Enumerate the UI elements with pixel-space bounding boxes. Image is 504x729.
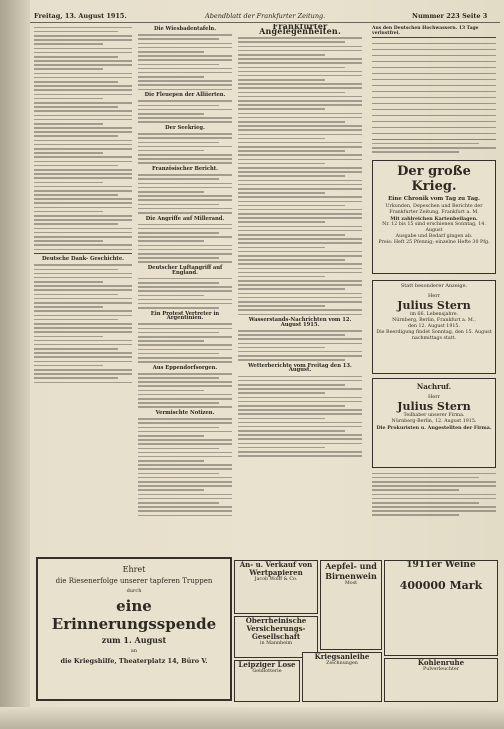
ad-lottery-sub: Geldlotterie <box>252 669 282 674</box>
ad-cider <box>320 560 382 650</box>
ad-war-loan-sub: Zeichnungen <box>326 661 358 666</box>
ad-coal <box>384 658 498 702</box>
ad-lottery <box>234 660 300 702</box>
death2-line-3: Die Prokuristen u. Angestellten der Firma. <box>376 425 492 431</box>
death2-line-2: Nürnberg-Berlin, 12. August 1915. <box>391 419 477 424</box>
col2-heading-1: Die Wiesbadentafeln. <box>153 26 217 32</box>
col2-heading-9: Vermischte Notizen. <box>155 410 215 416</box>
ad-death-notice-1 <box>372 280 496 374</box>
col2-heading-6: Deutscher Luftangriff auf England. <box>147 264 223 276</box>
col1-heading: Deutsche Dank- Geschichte. <box>42 256 124 263</box>
death1-title: Herr <box>427 293 441 299</box>
ad-wines-lottery <box>384 560 498 656</box>
ad-securities-sub: Jacob Wolff & Co. <box>254 577 298 582</box>
ad-war-line-4: Ausgabe und Bedarf gingen ab. <box>395 234 473 239</box>
death2-intro: Nachruf. <box>416 382 452 391</box>
col2-heading-2: Die Fleuepen der Alliierten. <box>144 92 226 99</box>
page-edge-left <box>0 0 30 729</box>
thanks-l1: Ehret <box>122 565 146 574</box>
ad-war-loan <box>302 652 382 702</box>
ad-insurance-title: Oberrheinische Versicherungs-Gesellschaft <box>245 616 307 641</box>
ad-war-chronicle <box>372 160 496 274</box>
header-date: Freitag, 13. August 1915. <box>34 12 127 20</box>
col2-heading-5: Die Angriffe auf Millerand. <box>145 215 225 222</box>
col2-heading-3: Der Seekrieg. <box>165 124 205 131</box>
ad-coal-title: Kohlenruhe <box>417 658 465 667</box>
ad-war-line-1: Urkunden, Depeschen und Berichte der Frankfurter Zeitung, Frankfurt a. M. <box>385 204 483 215</box>
stock-table <box>372 26 496 134</box>
header-title: Abendblatt der Frankfurter Zeitung. <box>205 12 326 20</box>
ad-war-line-3: Nr. 12 bis 15 sind erschienen Sonntag, 14. August <box>382 222 486 233</box>
col2-heading-7: Ein Protest Vertreter in Argentinien. <box>150 310 220 322</box>
page-edge-bottom <box>0 707 504 729</box>
death1-line-4: Die Beerdigung findet Sonntag, den 15. August nachmittags statt. <box>376 330 492 341</box>
thanks-l3: durch <box>126 588 142 594</box>
header-issue: Nummer 223 Seite 3 <box>412 12 488 20</box>
death1-name: Julius Stern <box>397 299 471 312</box>
death1-line-2: Nürnberg, Berlin, Frankfurt a. M., <box>392 318 476 323</box>
ad-war-line-5: Preis: Heft 25 Pfennig; einzelne Hefte 30 Pfg. <box>378 240 490 245</box>
col2-heading-8: Aus Eppendorfsorgen. <box>152 364 218 371</box>
column-4-lower-text <box>372 470 496 550</box>
col3-heading-water: Wasserstands-Nachrichten vom 12. August 1915. <box>248 317 352 328</box>
col3-heading-main: Frankfurter Angelegenheiten. <box>259 24 341 36</box>
death1-line-3: den 12. August 1915. <box>407 324 461 329</box>
ad-securities-title: An- u. Verkauf von Wertpapieren <box>239 560 313 577</box>
ad-wines-title: 1911er Weine <box>406 560 476 570</box>
ad-war-subtitle: Eine Chronik vom Tag zu Tag. <box>388 196 480 202</box>
table-title: Aus den Deutschen Hochwassern. 13 Tage verlustfrei. <box>372 26 496 38</box>
ad-death-notice-2 <box>372 378 496 468</box>
column-3 <box>238 24 362 554</box>
ad-cider-sub: Most <box>344 581 358 586</box>
thanks-l6: an <box>130 648 138 654</box>
col2-heading-4: Französischer Bericht. <box>152 166 218 173</box>
death2-name: Julius Stern <box>397 400 471 413</box>
page-header <box>30 10 500 23</box>
ad-war-line-2: Mit zahlreichen Kartenbeilagen. <box>390 216 478 222</box>
ad-insurance-sub: in Mannheim <box>259 641 293 646</box>
death1-line-1: im 66. Lebensjahre. <box>409 312 459 317</box>
thanks-l2: die Riesenerfolge unserer tapferen Truppen <box>55 577 213 585</box>
ad-war-title: Der große Krieg. <box>397 164 471 194</box>
death2-line-1: Teilhaber unserer Firma. <box>403 413 465 418</box>
column-1 <box>34 24 132 544</box>
ad-coal-sub: Pulverleuchter <box>423 667 459 672</box>
ad-securities <box>234 560 318 614</box>
column-2 <box>138 24 232 554</box>
ad-war-loan-title: Kriegsanleihe <box>314 652 370 661</box>
ad-remembrance-donation <box>36 557 232 701</box>
column-4-text <box>372 136 496 158</box>
thanks-l5: zum 1. August <box>101 635 167 645</box>
thanks-l4: eine Erinnerungsspende <box>51 597 217 633</box>
ad-lottery-title: Leipziger Lose <box>238 660 296 669</box>
ad-wines-sub: 400000 Mark <box>399 579 483 592</box>
col3-heading-weather: Wetterberichte vom Freitag den 13. August. <box>248 362 352 374</box>
ad-cider-title: Aepfel- und Birnenwein <box>325 561 377 581</box>
death1-intro: Statt besonderer Anzeige. <box>400 283 468 289</box>
death2-title: Herr <box>427 394 441 400</box>
thanks-l7: die Kriegshilfe, Theaterplatz 14, Büro V. <box>60 657 208 665</box>
